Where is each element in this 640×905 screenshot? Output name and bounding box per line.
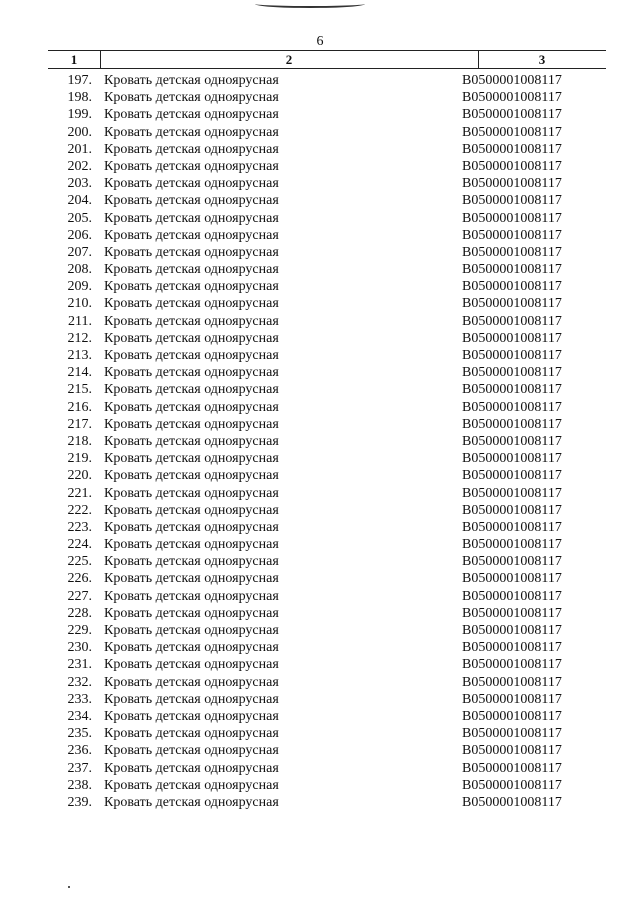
item-name: Кровать детская одноярусная xyxy=(104,708,279,724)
item-code: B0500001008117 xyxy=(462,794,562,810)
item-name: Кровать детская одноярусная xyxy=(104,794,279,810)
item-code: B0500001008117 xyxy=(462,365,562,381)
item-name: Кровать детская одноярусная xyxy=(104,348,279,363)
item-name: Кровать детская одноярусная xyxy=(104,313,279,329)
item-code: B0500001008117 xyxy=(462,330,562,346)
row-number: 218. xyxy=(67,433,92,449)
table-row xyxy=(0,313,640,330)
table-row xyxy=(0,485,640,502)
item-code: B0500001008117 xyxy=(462,244,562,260)
row-number: 197. xyxy=(67,73,92,88)
item-name: Кровать детская одноярусная xyxy=(104,588,279,604)
table-row xyxy=(0,347,640,364)
table-header xyxy=(48,50,606,69)
item-code: B0500001008117 xyxy=(462,416,562,432)
item-name: Кровать детская одноярусная xyxy=(104,760,279,776)
table-row xyxy=(0,725,640,742)
row-number: 238. xyxy=(67,777,92,793)
item-code: B0500001008117 xyxy=(462,554,562,570)
item-name: Кровать детская одноярусная xyxy=(104,674,279,690)
item-name: Кровать детская одноярусная xyxy=(104,623,279,638)
table-row xyxy=(0,467,640,484)
item-name: Кровать детская одноярусная xyxy=(104,433,279,449)
table-row xyxy=(0,141,640,158)
table-row xyxy=(0,674,640,691)
item-name: Кровать детская одноярусная xyxy=(104,90,279,106)
item-name: Кровать детская одноярусная xyxy=(104,262,279,278)
item-code: B0500001008117 xyxy=(462,227,562,243)
item-code: B0500001008117 xyxy=(462,176,562,192)
item-code: B0500001008117 xyxy=(462,623,562,638)
item-name: Кровать детская одноярусная xyxy=(104,399,279,415)
item-code: B0500001008117 xyxy=(462,743,562,759)
item-code: B0500001008117 xyxy=(462,485,562,501)
item-name: Кровать детская одноярусная xyxy=(104,502,279,518)
item-code: B0500001008117 xyxy=(462,90,562,106)
item-name: Кровать детская одноярусная xyxy=(104,244,279,260)
row-number: 214. xyxy=(67,365,92,381)
row-number: 210. xyxy=(67,296,92,312)
row-number: 233. xyxy=(67,691,92,707)
row-number: 206. xyxy=(67,227,92,243)
item-code: B0500001008117 xyxy=(462,210,562,226)
row-number: 221. xyxy=(67,485,92,501)
item-name: Кровать детская одноярусная xyxy=(104,519,279,535)
item-name: Кровать детская одноярусная xyxy=(104,296,279,312)
item-code: B0500001008117 xyxy=(462,193,562,209)
item-name: Кровать детская одноярусная xyxy=(104,691,279,707)
item-code: B0500001008117 xyxy=(462,708,562,724)
table-row xyxy=(0,450,640,467)
item-name: Кровать детская одноярусная xyxy=(104,554,279,570)
row-number: 211. xyxy=(68,313,92,329)
item-code: B0500001008117 xyxy=(462,158,562,174)
row-number: 205. xyxy=(67,210,92,226)
item-code: B0500001008117 xyxy=(462,726,562,742)
table-row xyxy=(0,175,640,192)
row-number: 217. xyxy=(67,416,92,432)
item-code: B0500001008117 xyxy=(462,674,562,690)
table-row xyxy=(0,656,640,673)
item-name: Кровать детская одноярусная xyxy=(104,777,279,793)
row-number: 230. xyxy=(67,640,92,656)
item-name: Кровать детская одноярусная xyxy=(104,124,279,140)
table-row xyxy=(0,777,640,794)
table-row xyxy=(0,605,640,622)
item-name: Кровать детская одноярусная xyxy=(104,657,279,673)
table-row xyxy=(0,261,640,278)
table-row xyxy=(0,278,640,295)
table-row xyxy=(0,192,640,209)
item-code: B0500001008117 xyxy=(462,451,562,467)
item-name: Кровать детская одноярусная xyxy=(104,743,279,759)
item-code: B0500001008117 xyxy=(462,262,562,278)
row-number: 216. xyxy=(67,399,92,415)
row-number: 239. xyxy=(67,794,92,810)
table-row xyxy=(0,330,640,347)
table-row xyxy=(0,742,640,759)
row-number: 231. xyxy=(67,657,92,673)
item-name: Кровать детская одноярусная xyxy=(104,416,279,432)
item-code: B0500001008117 xyxy=(462,519,562,535)
item-code: B0500001008117 xyxy=(462,107,562,123)
row-number: 229. xyxy=(67,623,92,638)
row-number: 237. xyxy=(67,760,92,776)
item-name: Кровать детская одноярусная xyxy=(104,640,279,656)
item-name: Кровать детская одноярусная xyxy=(104,485,279,501)
table-row xyxy=(0,210,640,227)
row-number: 224. xyxy=(67,537,92,553)
table-row xyxy=(0,227,640,244)
item-name: Кровать детская одноярусная xyxy=(104,571,279,587)
item-code: B0500001008117 xyxy=(462,468,562,484)
column-header-3: 3 xyxy=(538,52,546,67)
item-code: B0500001008117 xyxy=(462,777,562,793)
row-number: 213. xyxy=(67,348,92,363)
item-code: B0500001008117 xyxy=(462,73,562,88)
table-row xyxy=(0,106,640,123)
item-code: B0500001008117 xyxy=(462,296,562,312)
row-number: 227. xyxy=(67,588,92,604)
table-row xyxy=(0,794,640,811)
table-row xyxy=(0,364,640,381)
table-row xyxy=(0,708,640,725)
row-number: 222. xyxy=(67,502,92,518)
item-code: B0500001008117 xyxy=(462,640,562,656)
table-row xyxy=(0,381,640,398)
item-code: B0500001008117 xyxy=(462,571,562,587)
table-row xyxy=(0,295,640,312)
row-number: 220. xyxy=(67,468,92,484)
row-number: 215. xyxy=(67,382,92,398)
table-body xyxy=(0,72,640,811)
scan-speck xyxy=(68,886,70,888)
row-number: 201. xyxy=(67,141,92,157)
item-name: Кровать детская одноярусная xyxy=(104,158,279,174)
page-number: 6 xyxy=(316,34,324,49)
table-row xyxy=(0,158,640,175)
table-row xyxy=(0,691,640,708)
item-name: Кровать детская одноярусная xyxy=(104,210,279,226)
table-row xyxy=(0,570,640,587)
table-row xyxy=(0,536,640,553)
table-row xyxy=(0,72,640,89)
table-row xyxy=(0,502,640,519)
item-name: Кровать детская одноярусная xyxy=(104,193,279,209)
row-number: 228. xyxy=(67,605,92,621)
table-row xyxy=(0,622,640,639)
row-number: 200. xyxy=(67,124,92,140)
item-name: Кровать детская одноярусная xyxy=(104,365,279,381)
item-name: Кровать детская одноярусная xyxy=(104,451,279,467)
row-number: 226. xyxy=(67,571,92,587)
item-code: B0500001008117 xyxy=(462,657,562,673)
scan-artifact xyxy=(255,0,365,8)
table-row xyxy=(0,760,640,777)
row-number: 203. xyxy=(67,176,92,192)
row-number: 223. xyxy=(67,519,92,535)
item-name: Кровать детская одноярусная xyxy=(104,726,279,742)
table-row xyxy=(0,399,640,416)
row-number: 209. xyxy=(67,279,92,295)
row-number: 232. xyxy=(67,674,92,690)
item-code: B0500001008117 xyxy=(462,382,562,398)
item-name: Кровать детская одноярусная xyxy=(104,468,279,484)
item-code: B0500001008117 xyxy=(462,348,562,363)
table-row xyxy=(0,89,640,106)
row-number: 212. xyxy=(67,330,92,346)
item-name: Кровать детская одноярусная xyxy=(104,605,279,621)
item-name: Кровать детская одноярусная xyxy=(104,382,279,398)
row-number: 234. xyxy=(67,708,92,724)
row-number: 202. xyxy=(67,158,92,174)
table-row xyxy=(0,553,640,570)
item-code: B0500001008117 xyxy=(462,537,562,553)
item-name: Кровать детская одноярусная xyxy=(104,279,279,295)
item-code: B0500001008117 xyxy=(462,502,562,518)
item-code: B0500001008117 xyxy=(462,313,562,329)
item-name: Кровать детская одноярусная xyxy=(104,537,279,553)
item-code: B0500001008117 xyxy=(462,605,562,621)
item-name: Кровать детская одноярусная xyxy=(104,330,279,346)
item-code: B0500001008117 xyxy=(462,279,562,295)
item-name: Кровать детская одноярусная xyxy=(104,107,279,123)
item-name: Кровать детская одноярусная xyxy=(104,176,279,192)
item-code: B0500001008117 xyxy=(462,124,562,140)
row-number: 235. xyxy=(67,726,92,742)
row-number: 236. xyxy=(67,743,92,759)
table-row xyxy=(0,639,640,656)
item-code: B0500001008117 xyxy=(462,760,562,776)
table-row xyxy=(0,244,640,261)
table-row xyxy=(0,124,640,141)
table-row xyxy=(0,588,640,605)
item-code: B0500001008117 xyxy=(462,691,562,707)
row-number: 219. xyxy=(67,451,92,467)
row-number: 204. xyxy=(67,193,92,209)
table-row xyxy=(0,433,640,450)
item-code: B0500001008117 xyxy=(462,588,562,604)
column-header-1: 1 xyxy=(70,52,78,67)
table-row xyxy=(0,416,640,433)
item-code: B0500001008117 xyxy=(462,141,562,157)
item-name: Кровать детская одноярусная xyxy=(104,227,279,243)
row-number: 199. xyxy=(67,107,92,123)
row-number: 207. xyxy=(67,244,92,260)
row-number: 198. xyxy=(67,90,92,106)
item-code: B0500001008117 xyxy=(462,399,562,415)
row-number: 208. xyxy=(67,262,92,278)
item-name: Кровать детская одноярусная xyxy=(104,73,279,88)
item-code: B0500001008117 xyxy=(462,433,562,449)
column-header-2: 2 xyxy=(285,52,293,67)
table-row xyxy=(0,519,640,536)
item-name: Кровать детская одноярусная xyxy=(104,141,279,157)
row-number: 225. xyxy=(67,554,92,570)
